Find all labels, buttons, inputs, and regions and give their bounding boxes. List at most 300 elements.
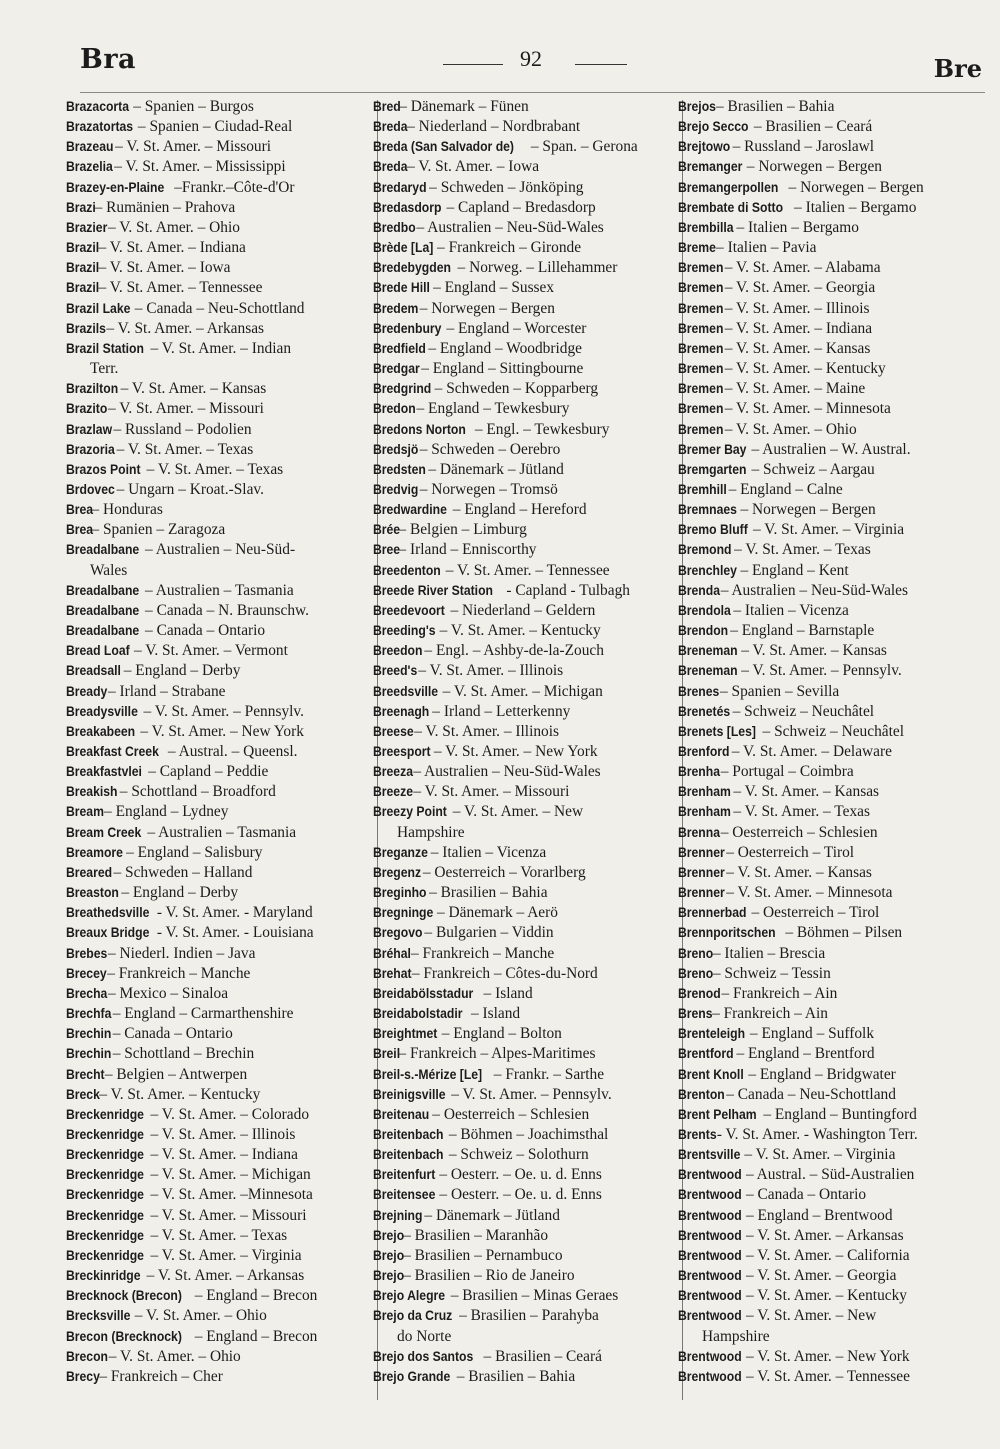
entry-location: – Australien – Tasmania [145,581,294,599]
gazetteer-entry [372,500,685,520]
entry-location: – V. St. Amer. – Ohio [107,218,240,236]
gazetteer-entry [677,561,990,581]
entry-headword: Bream [65,804,104,821]
gazetteer-entry [65,440,378,460]
entry-headword: Brenham [677,804,731,821]
entry-headword: Brentwood [677,1288,742,1305]
entry-location: – Schweiz – Solothurn [448,1146,589,1164]
gazetteer-entry [677,762,990,782]
entry-headword: Breckenridge [65,1106,144,1123]
entry-headword: Breidabolstadir [372,1006,463,1023]
gazetteer-entry [677,722,990,742]
gazetteer-entry [372,964,685,984]
entry-headword: Brendola [677,602,731,619]
gazetteer-entry [677,621,990,641]
entry-location: – V. St. Amer. – Indian [150,339,292,357]
entry-headword: Breeze [372,784,413,801]
entry-location: – V. St. Amer. – Indiana [724,319,873,337]
entry-location: – Niederland – Nordbrabant [407,118,581,136]
running-head-right: Bre [933,54,982,83]
gazetteer-entry [677,178,990,198]
gazetteer-entry [677,1085,990,1105]
entry-headword: Brecon [65,1348,109,1365]
entry-location: – England – Barnstaple [730,622,875,640]
entry-location: – Böhmen – Pilsen [785,924,903,942]
gazetteer-entry [65,278,378,298]
gazetteer-entry [372,258,685,278]
entry-location: – Frankreich – Manche [107,964,251,982]
gazetteer-entry [65,1024,378,1044]
gazetteer-entry [677,1105,990,1125]
gazetteer-entry [65,198,378,218]
entry-headword: Brazos Point [65,461,141,478]
entry-headword: Breadalbane [65,582,140,599]
gazetteer-entry [65,238,378,258]
entry-headword: Breadalbane [65,542,140,559]
entry-location: – V. St. Amer. – Kansas [724,339,871,357]
entry-headword: Bredasdorp [372,199,442,216]
gazetteer-entry [372,1165,685,1185]
gazetteer-entry [372,218,685,238]
gazetteer-entry [372,1004,685,1024]
entry-location: – V. St. Amer. – Arkansas [106,319,265,337]
gazetteer-entry [677,782,990,802]
gazetteer-entry [677,802,990,822]
entry-headword: Brazil [65,260,100,277]
entry-headword: Bredem [372,300,419,317]
gazetteer-entry [65,601,378,621]
gazetteer-column-2 [372,97,685,1387]
gazetteer-entry [677,1226,990,1246]
entry-headword: Bremond [677,542,732,559]
entry-headword: Brendon [677,623,729,640]
entry-headword: Brea [65,522,94,539]
entry-location: – England – Brecon [194,1327,318,1345]
entry-headword: Brazil [65,240,100,257]
entry-location: – Belgien – Limburg [398,521,527,539]
entry-headword: Brazil Station [65,340,144,357]
entry-headword: Bredfield [372,340,426,357]
gazetteer-entry [65,802,378,822]
entry-location: - V. St. Amer. - Maryland [156,904,313,922]
gazetteer-entry [372,903,685,923]
entry-headword: Brenteleigh [677,1026,746,1043]
gazetteer-entry [372,440,685,460]
gazetteer-entry [677,117,990,137]
gazetteer-entry [677,581,990,601]
entry-headword: Brejo Grande [372,1368,451,1385]
entry-location: – Norwegen – Tromsö [419,480,558,498]
entry-headword: Brazi [65,199,96,216]
entry-headword: Brecy [65,1368,100,1385]
entry-headword: Brazelia [65,159,113,176]
gazetteer-entry [65,399,378,419]
gazetteer-entry [65,1266,378,1286]
gazetteer-entry [677,1185,990,1205]
entry-location: – Mexico – Sinaloa [107,984,229,1002]
entry-location: – V. St. Amer. – Mississippi [114,158,286,176]
gazetteer-entry [372,863,685,883]
entry-headword: Bredgrind [372,381,432,398]
entry-location: – Australien – W. Austral. [751,440,911,458]
entry-headword: Bread Loaf [65,643,130,660]
entry-location: – Oesterr. – Oe. u. d. Enns [439,1186,602,1204]
entry-headword: Bredons Norton [372,421,466,438]
gazetteer-entry [677,964,990,984]
entry-headword: Brecey [65,965,107,982]
gazetteer-entry [65,1286,378,1306]
entry-location: – England – Suffolk [749,1025,875,1043]
entry-location: – England – Tewkesbury [416,400,570,418]
entry-headword: Brejo Alegre [372,1288,446,1305]
entry-headword: Bremen [677,280,724,297]
entry-location: – Australien – Neu-Süd-Wales [720,581,909,599]
gazetteer-entry [677,440,990,460]
entry-location: – Island [470,1005,521,1023]
entry-continuation: Hampshire [702,1327,770,1345]
entry-headword: Brea [65,502,94,519]
entry-location: – Austral. – Queensl. [167,743,298,760]
entry-location: - V. St. Amer. - Louisiana [156,924,314,942]
gazetteer-entry [677,1044,990,1064]
entry-location: – England – Brentwood [745,1206,893,1224]
gazetteer-entry [372,278,685,298]
gazetteer-entry [677,843,990,863]
entry-headword: Breedenton [372,562,441,579]
gazetteer-entry [65,762,378,782]
entry-location: – V. St. Amer. – New [452,803,584,821]
entry-headword: Bred [372,99,401,115]
entry-location: – Frankreich – Côtes-du-Nord [411,964,598,982]
entry-location: – Oesterreich – Tirol [751,904,880,922]
gazetteer-entry [65,984,378,1004]
entry-headword: Breinigsville [372,1086,446,1103]
entry-headword: Brazito [65,401,108,418]
entry-headword: Bredon [372,401,416,418]
entry-location: – Australien – Neu-Süd-Wales [416,218,604,236]
entry-location: – Spanien – Ciudad-Real [137,118,293,136]
entry-continuation: do Norte [397,1327,452,1345]
gazetteer-entry [372,117,685,137]
entry-location: – V. St. Amer. – Illinois [414,722,560,740]
entry-location: – Norwegen – Bergen [788,178,924,196]
entry-headword: Brejo [372,1268,405,1285]
gazetteer-entry [677,1347,990,1367]
gazetteer-entry [372,641,685,661]
gazetteer-entry [677,97,990,117]
gazetteer-entry [65,420,378,440]
gazetteer-entry [372,944,685,964]
entry-headword: Breitenau [372,1106,430,1123]
entry-headword: Brebes [65,945,108,962]
entry-headword: Breared [65,864,113,881]
gazetteer-entry [372,1226,685,1246]
entry-headword: Bremer Bay [677,441,747,458]
gazetteer-entry [372,299,685,319]
gazetteer-entry [65,1347,378,1367]
entry-location: – Dänemark – Fünen [399,98,529,115]
entry-location: – V. St. Amer. – New [745,1307,877,1325]
entry-location: – England – Worcester [446,319,587,337]
entry-location: – V. St. Amer. – Indiana [98,239,246,257]
entry-location: – Schweden – Kopparberg [434,380,599,398]
entry-location: – V. St. Amer. – Vermont [133,642,288,660]
entry-location: – V. St. Amer. – Kansas [726,863,872,881]
gazetteer-entry [372,1065,685,1085]
entry-location: – Frankreich – Gironde [437,239,582,257]
gazetteer-entry [65,964,378,984]
gazetteer-entry [372,1105,685,1125]
entry-location: – Niederl. Indien – Java [107,944,256,962]
entry-location: – Dänemark – Aerö [437,904,558,922]
entry-location: – Brasilien – Ceará [753,118,873,136]
header-rule-left [443,64,503,65]
entry-location: – Niederland – Geldern [450,601,596,619]
gazetteer-entry [65,520,378,540]
entry-location: – Canada – Ontario [745,1186,867,1204]
entry-headword: Breitensee [372,1187,436,1204]
entry-headword: Breeding's [372,623,436,640]
gazetteer-entry [677,157,990,177]
entry-location: – Oesterreich – Tirol [726,843,855,861]
gazetteer-entry [65,1165,378,1185]
entry-headword: Brecksville [65,1308,131,1325]
gazetteer-entry [65,480,378,500]
entry-location: – V. St. Amer. – Iowa [98,259,231,277]
entry-location: – Ungarn – Kroat.-Slav. [116,480,264,498]
gazetteer-entry [65,923,378,943]
entry-location: – V. St. Amer. – Texas [146,460,284,478]
entry-headword: Brentwood [677,1227,742,1244]
entry-headword: Brazilton [65,381,119,398]
entry-location: – Schweiz – Neuchâtel [762,722,904,740]
entry-location: – Schweiz – Aargau [751,460,875,478]
entry-headword: Breakfast Creek [65,744,159,760]
gazetteer-entry [65,117,378,137]
gazetteer-entry [677,299,990,319]
entry-headword: Brentwood [677,1167,742,1184]
entry-headword: Breganze [372,844,428,861]
gazetteer-entry [65,319,378,339]
entry-location: – England – Carmarthenshire [112,1005,294,1023]
entry-location: – V. St. Amer. – Pennsylv. [741,662,902,680]
entry-headword: Brenna [677,824,721,841]
entry-location: – Honduras [91,501,163,519]
entry-headword: Bredebygden [372,260,451,277]
entry-headword: Breda [372,159,408,176]
gazetteer-entry [65,621,378,641]
entry-location: – Brasilien – Bahia [716,98,835,115]
entry-headword: Brazacorta [65,99,130,115]
gazetteer-entry [372,1206,685,1226]
entry-headword: Breneman [677,643,738,660]
entry-location: – Russland – Podolien [113,420,252,438]
entry-location: – Portugal – Coimbra [720,763,854,781]
gazetteer-entry [65,218,378,238]
entry-location: – V. St. Amer. – Tennessee [445,561,610,579]
entry-location: – Capland – Bredasdorp [446,198,596,216]
entry-headword: Brejos [677,99,716,115]
entry-headword: Brazil [65,280,100,297]
entry-headword: Brazey-en-Plaine [65,179,165,196]
entry-headword: Bremgarten [677,461,747,478]
gazetteer-entry [677,480,990,500]
entry-headword: Breakfastvlei [65,764,142,781]
entry-headword: Breede River Station [372,582,493,599]
entry-headword: Brentwood [677,1187,742,1204]
gazetteer-entry [372,1145,685,1165]
entry-headword: Brens [677,1006,713,1023]
entry-location: – V. St. Amer. – Illinois [418,662,564,680]
entry-headword: Bredenbury [372,320,442,337]
entry-location: – V. St. Amer. – Pennsylv. [143,702,304,720]
entry-headword: Breckenridge [65,1247,144,1264]
entry-headword: Brdovec [65,481,115,498]
entry-headword: Breneman [677,663,738,680]
entry-headword: Breckenridge [65,1207,144,1224]
gazetteer-entry [677,500,990,520]
entry-location: – V. St. Amer. – Texas [734,541,871,559]
page-number: 92 [520,46,542,71]
entry-headword: Bremanger [677,159,743,176]
gazetteer-entry [372,1085,685,1105]
entry-location: – Brasilien – Rio de Janeiro [403,1267,575,1285]
entry-location: – Canada – Neu-Schottland [726,1085,896,1103]
entry-headword: Brentwood [677,1247,742,1264]
entry-headword: Breadsall [65,663,121,680]
entry-location: – England – Sittingbourne [421,360,584,378]
gazetteer-entry [372,1246,685,1266]
entry-location: – V. St. Amer. – Kansas [120,380,267,398]
entry-headword: Breedon [372,643,423,660]
entry-headword: Brede Hill [372,280,430,297]
entry-headword: Brents [677,1126,717,1143]
gazetteer-entry [677,520,990,540]
entry-headword: Brenchley [677,562,737,579]
entry-location: – V. St. Amer. – Texas [150,1226,288,1244]
entry-location: – Italien – Pavia [716,239,817,257]
gazetteer-entry [677,278,990,298]
gazetteer-entry [372,379,685,399]
entry-headword: Breese [372,723,414,740]
entry-location: – V. St. Amer. – Tennessee [745,1367,910,1385]
gazetteer-entry [372,339,685,359]
gazetteer-entry [372,1286,685,1306]
entry-location: – England – Brecon [194,1287,318,1305]
gazetteer-entry [677,823,990,843]
entry-headword: Bready [65,683,108,700]
entry-headword: Breamore [65,844,123,861]
entry-headword: Brentwood [677,1348,742,1365]
gazetteer-entry [372,984,685,1004]
gazetteer-entry [372,198,685,218]
entry-location: – V. St. Amer. – Pennsylv. [451,1085,612,1103]
entry-headword: Brechin [65,1046,112,1063]
entry-location: – Canada – N. Braunschw. [145,601,310,619]
entry-location: – V. St. Amer. – Delaware [731,743,892,760]
entry-location: – V. St. Amer. – Illinois [724,299,870,317]
gazetteer-entry [65,1206,378,1226]
entry-headword: Bremen [677,361,724,378]
header-rule-right [575,64,627,65]
gazetteer-entry [65,339,378,359]
gazetteer-entry [65,1065,378,1085]
entry-location: – Brasilien – Maranhão [403,1226,549,1244]
entry-continuation: Wales [90,561,128,579]
entry-location: – V. St. Amer. – Texas [116,440,254,458]
entry-location: – V. St. Amer. – Arkansas [146,1267,305,1285]
entry-location: – Schweiz – Tessin [712,964,831,982]
gazetteer-entry [372,540,685,560]
gazetteer-entry [65,1004,378,1024]
gazetteer-entry [65,258,378,278]
gazetteer-entry [65,1327,378,1347]
gazetteer-entry [677,944,990,964]
gazetteer-entry [372,601,685,621]
gazetteer-entry [677,682,990,702]
gazetteer-entry [677,903,990,923]
gazetteer-entry [65,944,378,964]
gazetteer-entry [372,1125,685,1145]
entry-headword: Bremen [677,381,724,398]
entry-location: – Italien – Brescia [712,944,826,962]
gazetteer-entry [65,1145,378,1165]
entry-location: – Schweiz – Neuchâtel [732,702,875,720]
gazetteer-entry [372,178,685,198]
entry-headword: Brejo [372,1227,405,1244]
entry-location: – Australien – Neu-Süd-Wales [413,763,601,781]
gazetteer-entry [65,157,378,177]
entry-headword: Breightmet [372,1026,438,1043]
entry-location: – Spanien – Sevilla [719,682,840,700]
gazetteer-entry [372,581,685,601]
entry-location: – V. St. Amer. – Alabama [724,259,881,277]
gazetteer-entry [677,742,990,762]
entry-location: – V. St. Amer. – Kentucky [99,1085,261,1103]
entry-headword: Bregenz [372,864,422,881]
entry-location: – England – Derby [121,884,239,902]
entry-location: – Frankreich – Ain [712,1005,828,1023]
entry-location: – Rumänien – Prahova [94,198,236,216]
entry-headword: Breakish [65,784,118,801]
gazetteer-entry [372,742,685,762]
entry-headword: Brazlaw [65,421,113,438]
entry-headword: Brenets [Les] [677,723,756,740]
gazetteer-entry [372,1367,685,1387]
entry-location: – Frankreich – Alpes-Maritimes [398,1045,596,1063]
gazetteer-entry [372,561,685,581]
entry-headword: Breedevoort [372,602,445,619]
entry-location: – England – Lydney [104,803,229,821]
entry-headword: Breno [677,945,714,962]
entry-headword: Brent Pelham [677,1106,757,1123]
entry-location: – V. St. Amer. – Virginia [753,521,905,539]
entry-headword: Breno [677,965,714,982]
entry-headword: Brembate di Sotto [677,199,784,216]
gazetteer-entry [677,1286,990,1306]
entry-headword: Brenner [677,885,725,902]
gazetteer-entry [677,1024,990,1044]
entry-location: – Spanien – Zaragoza [91,521,226,539]
entry-location: – V. St. Amer. – Michigan [150,1166,311,1184]
entry-headword: Breadalbane [65,623,140,640]
running-head-left: Bra [80,44,137,75]
gazetteer-entry [372,782,685,802]
entry-headword: Bregninge [372,905,434,922]
gazetteer-entry [677,238,990,258]
entry-headword: Breckenridge [65,1167,144,1184]
entry-location: – Island [483,984,533,1002]
